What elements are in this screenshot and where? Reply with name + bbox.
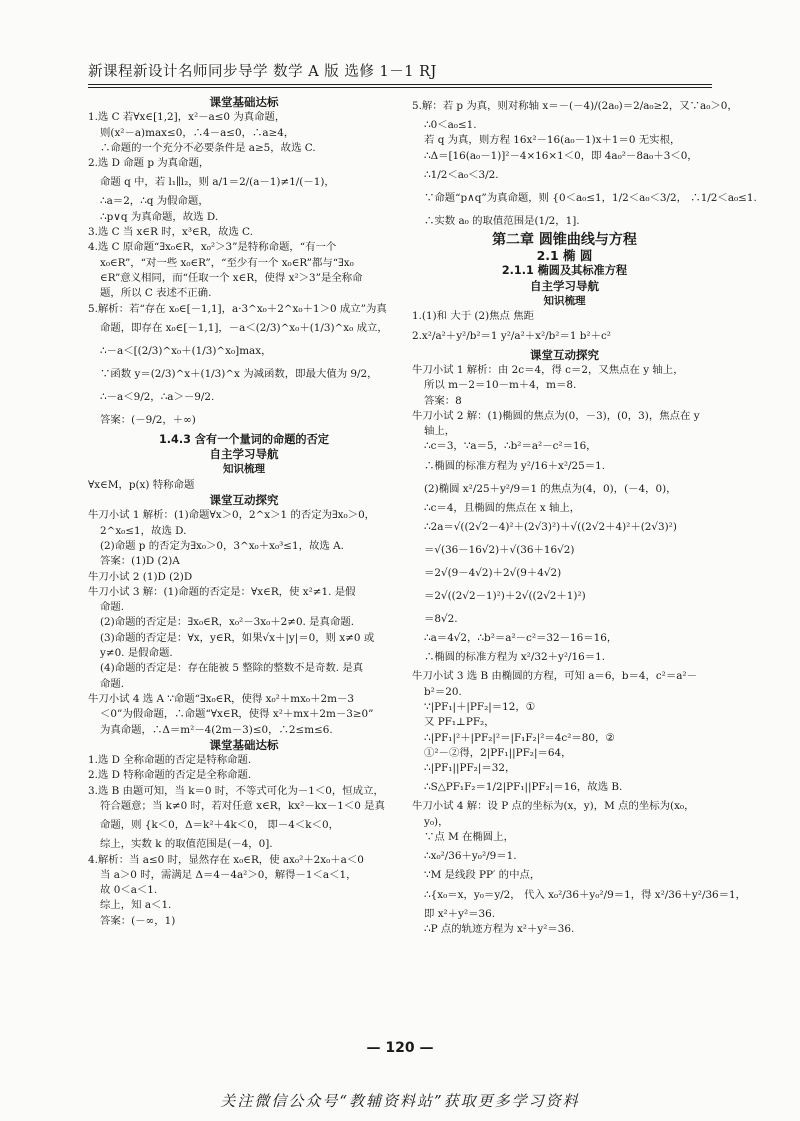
text-line: 牛刀小试 2 (1)D (2)D	[88, 570, 193, 583]
text-line: 综上，知 a＜1.	[100, 899, 172, 912]
subsection-title: 2.1.1 椭圆及其标准方程	[501, 264, 628, 278]
subsection-heading: 知识梳理	[543, 295, 586, 308]
text-line: ∴a＝2，∴q 为假命题，	[100, 195, 209, 208]
text-line: ∴椭圆的标准方程为 y²/16＋x²/25＝1.	[424, 459, 606, 472]
text-line: ∴x₀²/36＋y₀²/9＝1.	[424, 850, 517, 863]
text-line: ∴Δ＝[16(a₀－1)]²－4×16×1＜0，即 4a₀²－8a₀＋3＜0，	[424, 149, 698, 162]
text-line: 2.选 D 特称命题的否定是全称命题.	[88, 769, 252, 782]
text-line: 牛刀小试 1 解析：(1)命题∀x＞0，2^x＞1 的否定为∃x₀＞0，	[88, 509, 376, 522]
text-line: ∵命题“p∧q”为真命题，则 {0＜a₀≤1，1/2＜a₀＜3/2， ∴1/2＜a₀≤1.	[424, 191, 757, 204]
text-line: ∵点 M 在椭圆上，	[424, 831, 514, 844]
text-line: 3.选 C 当 x∈R 时，x³∈R，故选 C.	[88, 226, 253, 239]
text-line: 2^x₀≤1，故选 D.	[100, 524, 187, 537]
text-line: ∴0＜a₀≤1.	[424, 119, 477, 131]
section-heading: 课堂基础达标	[209, 737, 279, 752]
section-heading: 课堂互动探究	[530, 347, 599, 362]
text-line: 牛刀小试 2 解：(1)椭圆的焦点为(0，－3)，(0，3)，焦点在 y	[412, 409, 700, 422]
text-line: 为真命题，∴Δ＝m²－4(2m－3)≤0，∴2≤m≤6.	[100, 723, 333, 736]
text-line: 又 PF₁⊥PF₂，	[424, 716, 495, 729]
text-line: (4)命题的否定是：存在能被 5 整除的整数不是奇数. 是真	[100, 662, 364, 675]
text-line: ∴－a＜9/2，∴a＞－9/2.	[100, 390, 215, 403]
page-number: — 120 —	[366, 1040, 434, 1056]
text-line: ∴|PF₁||PF₂|＝32，	[424, 762, 516, 775]
text-line: ∴{x₀＝x，y₀＝y/2， 代入 x₀²/36＋y₀²/9＝1，得 x²/36＋y²/36＝1，	[424, 888, 747, 901]
text-line: 命题.	[100, 601, 125, 614]
text-line: 命题，即存在 x₀∈[－1,1]，－a＜(2/3)^x₀＋(1/3)^x₀ 成立，	[100, 321, 388, 334]
text-line: ∴S△PF₁F₂＝1/2|PF₁||PF₂|＝16，故选 B.	[424, 781, 623, 794]
text-line: y≠0. 是假命题.	[100, 647, 173, 660]
text-line: ∴P 点的轨迹方程为 x²＋y²＝36.	[424, 922, 575, 935]
text-line: ∵|PF₁|＋|PF₂|＝12，①	[424, 700, 536, 713]
section-heading: 自主学习导航	[209, 447, 279, 462]
text-line: ＜0”为假命题，∴命题“∀x∈R，使得 x²＋mx＋2m－3≥0”	[100, 708, 374, 721]
text-line: 1.选 C 若∀x∈[1,2]，x²－a≤0 为真命题，	[88, 111, 286, 124]
text-line: 答案：(－∞，1)	[100, 914, 176, 927]
footer-watermark: 关注微信公众号“教辅资料站”获取更多学习资料	[220, 1092, 580, 1110]
text-line: ①²－②得，2|PF₁||PF₂|＝64，	[424, 746, 572, 759]
text-line: ∴命题的一个充分不必要条件是 a≥5，故选 C.	[100, 141, 316, 154]
text-line: 牛刀小试 3 解：(1)命题的否定是：∀x∈R，使 x²≠1. 是假	[88, 585, 356, 598]
text-line: 5.解：若 p 为真，则对称轴 x＝－(－4)/(2a₀)＝2/a₀≥2，又∵a₀＞0，	[412, 100, 738, 112]
running-header: 新课程新设计名师同步导学 数学 A 版 选修 1－1 RJ	[88, 64, 437, 80]
text-line: 5.解析：若“存在 x₀∈[－1,1]，a·3^x₀＋2^x₀＋1＞0 成立”为真	[88, 302, 387, 315]
section-heading: 课堂互动探究	[209, 493, 279, 508]
text-line: ∴椭圆的标准方程为 x²/32＋y²/16＝1.	[424, 651, 606, 664]
text-line: 1.选 D 全称命题的否定是特称命题.	[88, 754, 252, 767]
header-rule	[88, 84, 712, 85]
text-line: 命题 q 中，若 l₁∥l₂，则 a/1＝2/(a－1)≠1/(－1)，	[100, 176, 335, 189]
text-line: 命题.	[100, 677, 125, 690]
text-line: ＝√(36－16√2)＋√(36＋16√2)	[424, 544, 575, 557]
text-line: ∈R”意义相同，而“任取一个 x∈R，使得 x²＞3”是全称命	[100, 271, 363, 284]
left-column	[88, 95, 400, 929]
text-line: ∴2a＝√((2√2－4)²＋(2√3)²)＋√((2√2＋4)²＋(2√3)²)	[424, 521, 677, 534]
text-line: ∴－a＜[(2/3)^x₀＋(1/3)^x₀]max，	[100, 344, 272, 357]
text-line: 答案：(－9/2，＋∞)	[100, 413, 196, 426]
text-line: ∀x∈M，p(x) 特称命题	[88, 478, 195, 491]
text-line: (2)椭圆 x²/25＋y²/9＝1 的焦点为(4，0)，(－4，0)，	[424, 482, 677, 495]
text-line: 3.选 B 由题可知，当 k＝0 时，不等式可化为－1＜0，恒成立，	[88, 784, 384, 797]
section-heading: 课堂基础达标	[209, 95, 279, 109]
section-title: 2.1 椭 圆	[536, 248, 593, 264]
text-line: ∴实数 a₀ 的取值范围是(1/2，1].	[424, 214, 580, 227]
text-line: 牛刀小试 4 解：设 P 点的坐标为(x，y)，M 点的坐标为(x₀，	[412, 800, 695, 813]
text-line: ∵M 是线段 PP′ 的中点，	[424, 869, 541, 882]
text-line: ∴|PF₁|²＋|PF₂|²＝|F₁F₂|²＝4c²＝80，②	[424, 731, 615, 744]
text-line: ∴c＝3，∵a＝5，∴b²＝a²－c²＝16，	[424, 440, 597, 453]
subsection-heading: 知识梳理	[223, 463, 265, 476]
text-line: 牛刀小试 1 解析：由 2c＝4，得 c＝2，又焦点在 y 轴上，	[412, 363, 684, 376]
text-line: 4.选 C 原命题“∃x₀∈R，x₀²＞3”是特称命题，“有一个	[88, 241, 337, 254]
text-line: 当 a＞0 时，需满足 Δ＝4－4a²＞0，解得－1＜a＜1，	[100, 868, 357, 881]
text-line: 命题，则 {k＜0，Δ＝k²＋4k＜0， 即－4＜k＜0，	[100, 819, 339, 832]
text-line: ∴a＝4√2，∴b²＝a²－c²＝32－16＝16，	[424, 632, 618, 645]
text-line: 则(x²－a)max≤0，∴4－a≤0，∴a≥4，	[100, 126, 295, 139]
header-rule-thin	[88, 87, 712, 88]
text-line: 4.解析：当 a≤0 时，显然存在 x₀∈R，使 ax₀²＋2x₀＋a＜0	[88, 853, 364, 866]
text-line: (2)命题 p 的否定为∃x₀＞0，3^x₀＋x₀³≤1，故选 A.	[100, 539, 344, 552]
text-line: ＝8√2.	[424, 613, 458, 626]
subsection-title: 1.4.3 含有一个量词的命题的否定	[159, 432, 329, 446]
text-line: 答案：(1)D (2)A	[100, 555, 180, 568]
text-line: (2)命题的否定是：∃x₀∈R，x₀²－3x₀＋2≠0. 是真命题.	[100, 616, 355, 629]
text-line: 综上，实数 k 的取值范围是(－4，0].	[100, 838, 273, 851]
text-line: 所以 m－2＝10－m＋4，m＝8.	[424, 379, 577, 392]
text-line: 2.选 D 命题 p 为真命题，	[88, 157, 210, 170]
text-line: ∴c＝4，且椭圆的焦点在 x 轴上，	[424, 501, 581, 514]
text-line: 故 0＜a＜1.	[100, 884, 158, 897]
text-line: 答案：8	[424, 394, 462, 407]
text-line: b²＝20.	[424, 685, 462, 698]
text-line: x₀∈R”，“对一些 x₀∈R”，“至少有一个 x₀∈R”都与“∃x₀	[100, 256, 354, 269]
text-line: 题，所以 C 表述不正确.	[100, 287, 212, 300]
chapter-title: 第二章 圆锥曲线与方程	[492, 231, 637, 248]
text-line: (3)命题的否定是：∀x，y∈R，如果√x＋|y|＝0，则 x≠0 或	[100, 631, 375, 644]
text-line: 牛刀小试 3 选 B 由椭圆的方程，可知 a＝6，b＝4，c²＝a²－	[412, 670, 697, 683]
section-heading: 自主学习导航	[530, 278, 599, 293]
text-line: ∵函数 y＝(2/3)^x＋(1/3)^x 为减函数，即最大值为 9/2，	[100, 367, 378, 380]
text-line: y₀)，	[424, 815, 449, 828]
text-line: ∴1/2＜a₀＜3/2.	[424, 168, 499, 181]
text-line: 即 x²＋y²＝36.	[424, 907, 496, 920]
text-line: 2.x²/a²＋y²/b²＝1 y²/a²＋x²/b²＝1 b²＋c²	[412, 329, 611, 342]
text-line: ＝2√((2√2－1)²)＋2√((2√2＋1)²)	[424, 590, 586, 603]
text-line: ＝2√(9－4√2)＋2√(9＋4√2)	[424, 567, 562, 580]
text-line: 若 q 为真，则方程 16x²－16(a₀－1)x＋1＝0 无实根，	[424, 134, 681, 147]
right-column	[412, 95, 757, 937]
text-line: 符合题意；当 k≠0 时，若对任意 x∈R，kx²－kx－1＜0 是真	[100, 799, 385, 812]
text-line: 1.(1)和 大于 (2)焦点 焦距	[412, 310, 534, 323]
text-line: 轴上，	[424, 425, 456, 438]
text-line: ∴p∨q 为真命题，故选 D.	[100, 210, 219, 223]
text-line: 牛刀小试 4 选 A ∵命题“∃x₀∈R，使得 x₀²＋mx₀＋2m－3	[88, 692, 354, 705]
